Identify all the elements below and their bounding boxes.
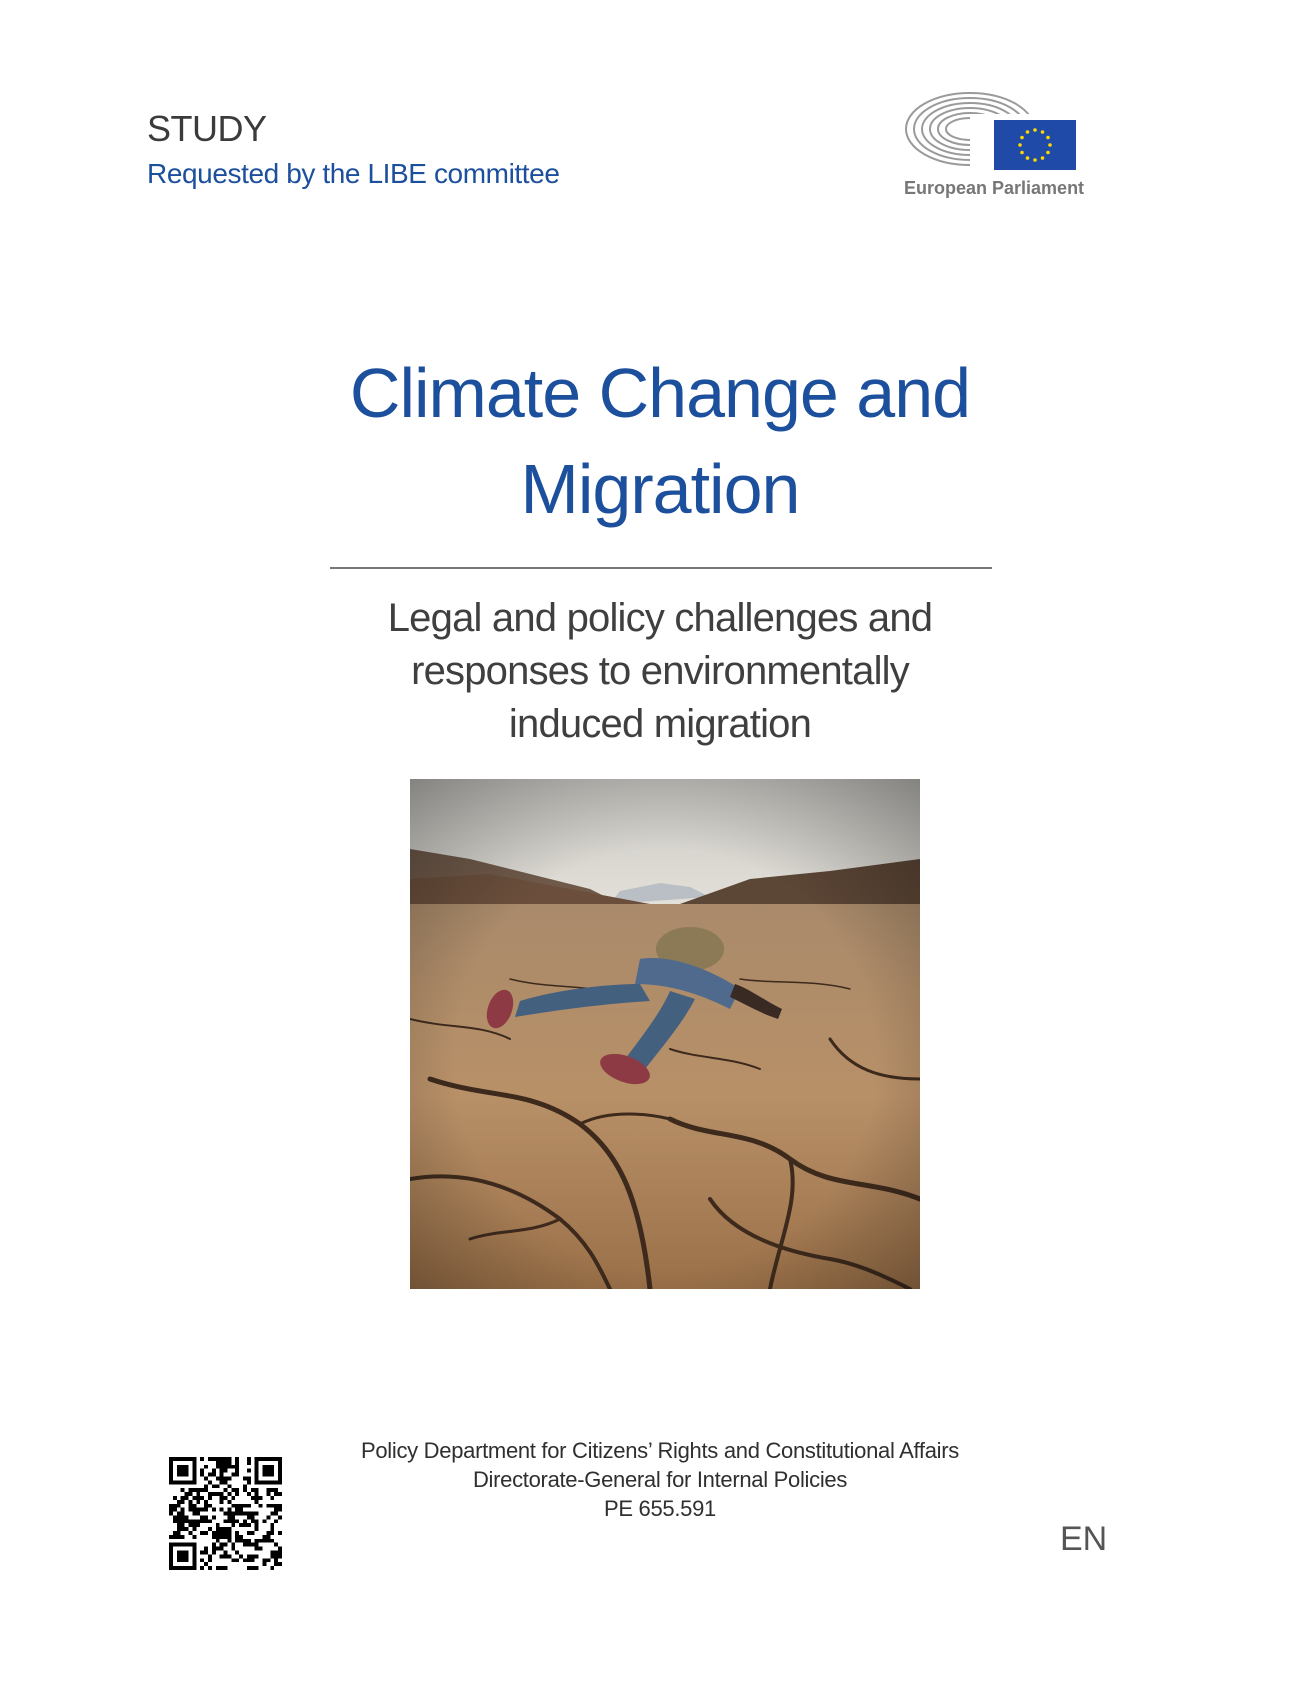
eu-star-icon	[1041, 130, 1045, 134]
directorate-name: Directorate-General for Internal Policies	[472, 1467, 848, 1492]
european-parliament-hemicycle-icon	[900, 84, 1080, 174]
title-line: Climate Change and	[349, 354, 971, 432]
subtitle	[300, 592, 1020, 751]
document-type-label: STUDY	[147, 108, 267, 149]
cover-photo-drought-image	[410, 779, 920, 1289]
page-title	[250, 345, 1070, 537]
requested-by-line: Requested by the LIBE committee	[147, 158, 560, 189]
eu-star-icon	[1033, 158, 1037, 162]
eu-flag-icon	[994, 120, 1076, 170]
institution-name: European Parliament	[904, 178, 1085, 198]
title-divider	[330, 567, 992, 569]
eu-star-icon	[1033, 128, 1037, 132]
publisher-info	[300, 1436, 1020, 1523]
eu-star-icon	[1046, 151, 1050, 155]
european-parliament-logo	[900, 84, 1090, 204]
qr-code-icon[interactable]	[169, 1457, 282, 1570]
eu-star-icon	[1020, 151, 1024, 155]
reference-number: PE 655.591	[604, 1496, 716, 1521]
language-code: EN	[1060, 1520, 1108, 1558]
eu-star-icon	[1041, 156, 1045, 160]
eu-star-icon	[1026, 156, 1030, 160]
title-line: Migration	[520, 450, 800, 528]
subtitle-line: induced migration	[508, 702, 812, 746]
subtitle-line: Legal and policy challenges and	[387, 596, 933, 640]
eu-star-icon	[1018, 143, 1022, 147]
eu-star-icon	[1020, 136, 1024, 140]
subtitle-line: responses to environmentally	[411, 649, 909, 693]
department-name: Policy Department for Citizens’ Rights and Constitutional Affairs	[360, 1438, 959, 1463]
eu-star-icon	[1046, 136, 1050, 140]
eu-star-icon	[1048, 143, 1052, 147]
eu-star-icon	[1026, 130, 1030, 134]
